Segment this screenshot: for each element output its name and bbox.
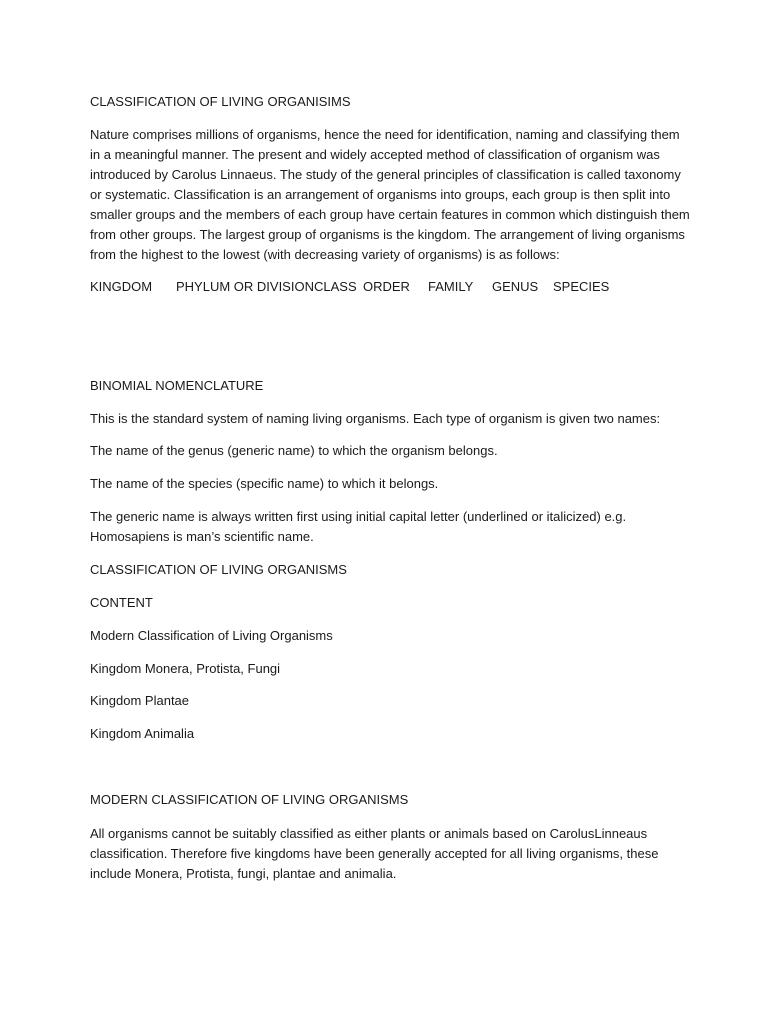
section-heading-binomial: BINOMIAL NOMENCLATURE <box>90 378 264 393</box>
paragraph-line: introduced by Carolus Linnaeus. The study of the general principles of classification is called taxonomy <box>90 167 681 182</box>
modern-paragraph <box>90 824 690 884</box>
section-heading-classification-2: CLASSIFICATION OF LIVING ORGANISMS <box>90 562 347 577</box>
binomial-intro: This is the standard system of naming living organisms. Each type of organism is given two names: <box>90 411 661 426</box>
section-heading-modern: MODERN CLASSIFICATION OF LIVING ORGANISMS <box>90 792 409 807</box>
generic-name-paragraph <box>90 507 690 547</box>
genus-line: The name of the genus (generic name) to which the organism belongs. <box>90 443 498 458</box>
paragraph-line: All organisms cannot be suitably classified as either plants or animals based on CarolusLinneaus <box>90 826 648 841</box>
species-line: The name of the species (specific name) to which it belongs. <box>90 476 439 491</box>
rank-kingdom: KINGDOM <box>90 279 153 294</box>
paragraph-line: Nature comprises millions of organisms, hence the need for identification, naming and classifying them <box>90 127 680 142</box>
paragraph-line: The generic name is always written first using initial capital letter (underlined or italicized) e.g. <box>90 509 627 524</box>
taxonomy-hierarchy-row <box>90 277 690 297</box>
paragraph-line: Homosapiens is man’s scientific name. <box>90 529 314 544</box>
paragraph-line: or systematic. Classification is an arrangement of organisms into groups, each group is then split into <box>90 187 671 202</box>
paragraph-line: classification. Therefore five kingdoms have been generally accepted for all living organisms, these <box>90 846 659 861</box>
intro-paragraph <box>90 125 690 265</box>
content-item: Kingdom Plantae <box>90 693 190 708</box>
paragraph-line: from the highest to the lowest (with decreasing variety of organisms) is as follows: <box>90 247 560 262</box>
rank-phylum: PHYLUM OR DIVISION <box>176 279 314 294</box>
content-label: CONTENT <box>90 595 153 610</box>
content-item: Modern Classification of Living Organisms <box>90 628 333 643</box>
paragraph-line: from other groups. The largest group of organisms is the kingdom. The arrangement of living organisms <box>90 227 685 242</box>
paragraph-line: include Monera, Protista, fungi, plantae and animalia. <box>90 866 397 881</box>
rank-family: FAMILY <box>428 279 474 294</box>
content-item: Kingdom Monera, Protista, Fungi <box>90 661 281 676</box>
rank-species: SPECIES <box>553 279 610 294</box>
section-heading-classification: CLASSIFICATION OF LIVING ORGANISIMS <box>90 94 351 109</box>
paragraph-line: smaller groups and the members of each group have certain features in common which distinguish them <box>90 207 690 222</box>
content-item: Kingdom Animalia <box>90 726 195 741</box>
rank-genus: GENUS <box>492 279 539 294</box>
paragraph-line: in a meaningful manner. The present and widely accepted method of classification of organism was <box>90 147 660 162</box>
rank-class: CLASS <box>314 279 357 294</box>
rank-order: ORDER <box>363 279 410 294</box>
